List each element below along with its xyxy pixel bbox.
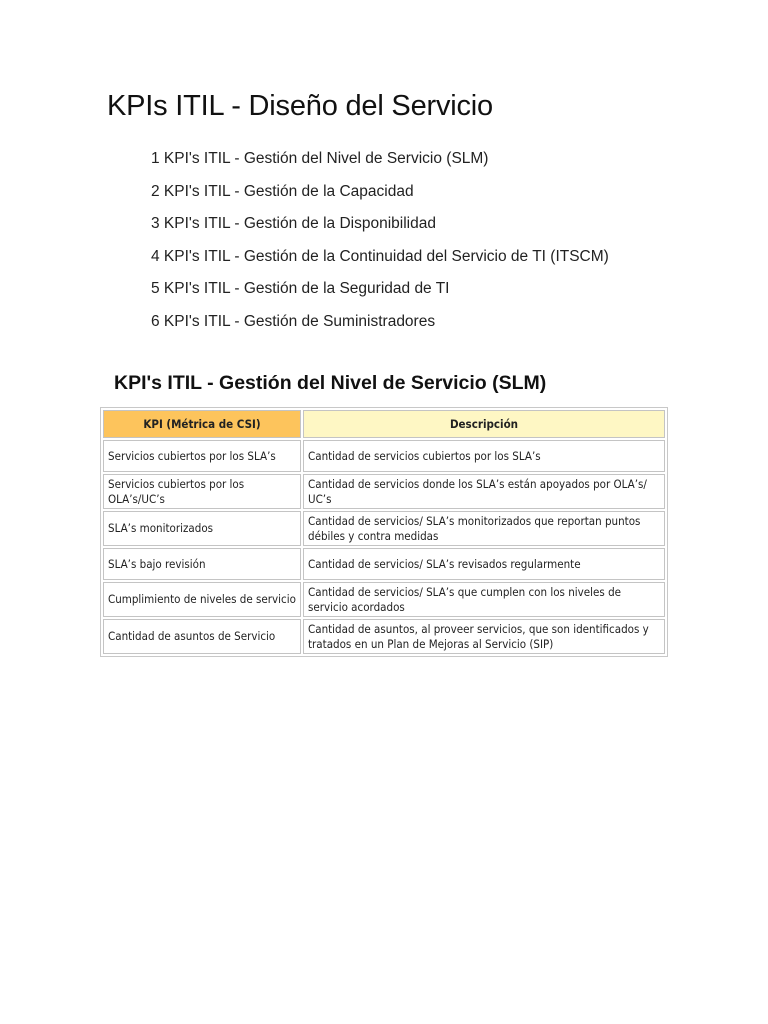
table-row <box>103 548 665 580</box>
toc-item[interactable]: 5 KPI's ITIL - Gestión de la Seguridad de TI <box>151 280 450 298</box>
toc-item[interactable]: 6 KPI's ITIL - Gestión de Suministradores <box>151 312 436 330</box>
table-row <box>103 511 665 546</box>
table-row <box>103 474 665 509</box>
kpi-cell: Cumplimiento de niveles de servicio <box>103 582 301 617</box>
description-cell: Cantidad de asuntos, al proveer servicios, que son identificados y tratados en un Plan de Mejoras al Servicio (SIP) <box>303 619 665 654</box>
description-cell: Cantidad de servicios cubiertos por los SLA’s <box>303 440 665 472</box>
table-of-contents <box>151 148 609 344</box>
kpi-cell: SLA’s monitorizados <box>103 511 301 546</box>
table-row <box>103 440 665 472</box>
kpi-table <box>100 407 668 657</box>
kpi-cell: Cantidad de asuntos de Servicio <box>103 619 301 654</box>
table-header-row <box>103 410 665 438</box>
description-cell: Cantidad de servicios/ SLA’s revisados regularmente <box>303 548 665 580</box>
toc-item[interactable]: 1 KPI's ITIL - Gestión del Nivel de Servicio (SLM) <box>151 150 489 167</box>
section-title: KPI's ITIL - Gestión del Nivel de Servicio (SLM) <box>114 372 547 394</box>
table-row <box>103 619 665 654</box>
kpi-cell: Servicios cubiertos por los OLA’s/UC’s <box>103 474 301 509</box>
column-header-description: Descripción <box>303 410 665 438</box>
description-cell: Cantidad de servicios/ SLA’s que cumplen con los niveles de servicio acordados <box>303 582 665 617</box>
kpi-cell: SLA’s bajo revisión <box>103 548 301 580</box>
toc-item[interactable]: 2 KPI's ITIL - Gestión de la Capacidad <box>151 182 414 200</box>
table-row <box>103 582 665 617</box>
kpi-cell: Servicios cubiertos por los SLA’s <box>103 440 301 472</box>
toc-item[interactable]: 3 KPI's ITIL - Gestión de la Disponibilidad <box>151 215 436 233</box>
toc-item[interactable]: 4 KPI's ITIL - Gestión de la Continuidad del Servicio de TI (ITSCM) <box>151 247 609 265</box>
description-cell: Cantidad de servicios/ SLA’s monitorizados que reportan puntos débiles y contra medidas <box>303 511 665 546</box>
description-cell: Cantidad de servicios donde los SLA’s están apoyados por OLA’s/ UC’s <box>303 474 665 509</box>
column-header-kpi: KPI (Métrica de CSI) <box>103 410 301 438</box>
page-title: KPIs ITIL - Diseño del Servicio <box>107 90 493 122</box>
